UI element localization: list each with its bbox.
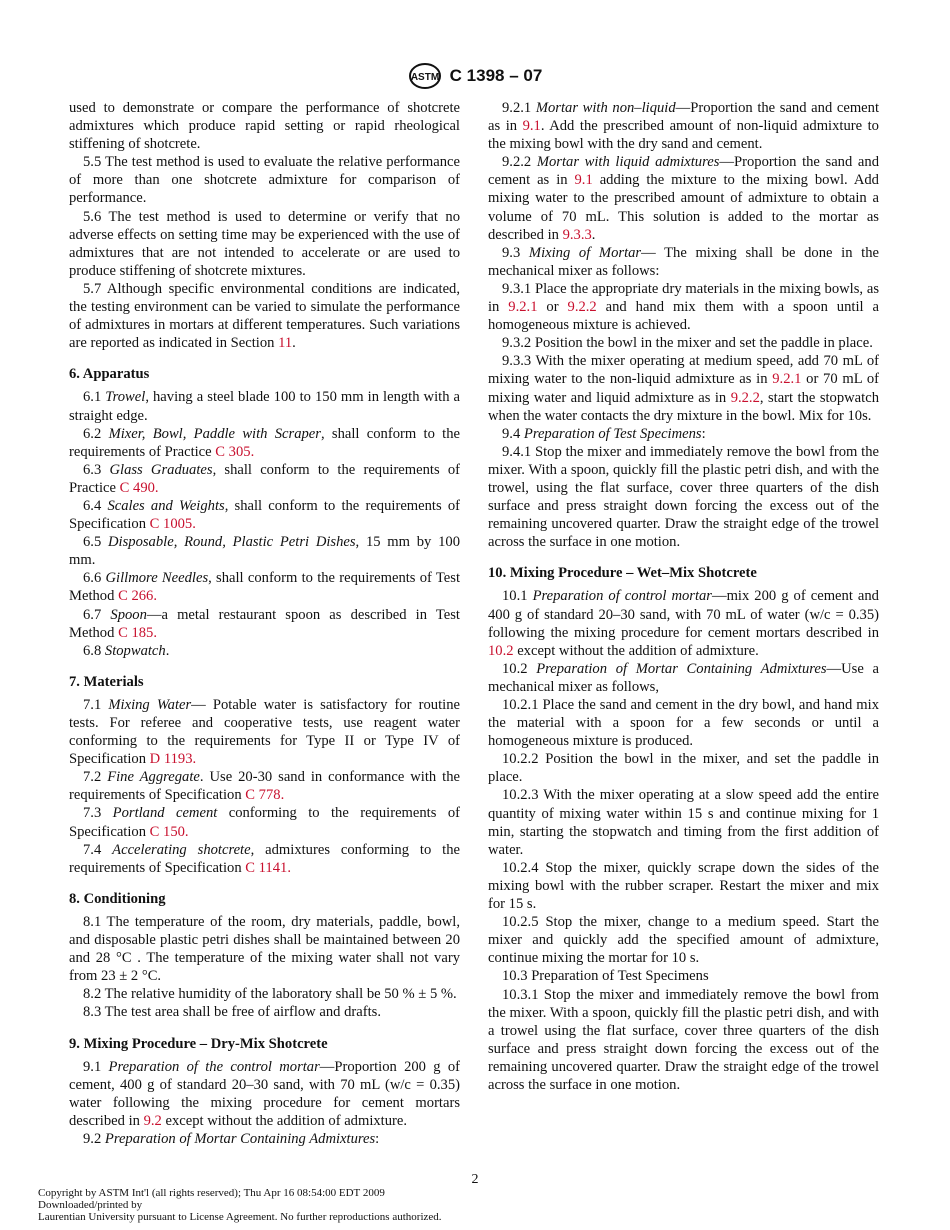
- heading-wet-mix: 10. Mixing Procedure – Wet–Mix Shotcrete: [488, 565, 757, 582]
- section-9-1-link[interactable]: 9.1: [522, 118, 541, 135]
- paragraph-5-5: 5.5 The test method is used to evaluate the relative performance of more than one shotcrete admixture for comparison of performance.: [69, 154, 460, 207]
- c266-link[interactable]: C 266.: [118, 588, 157, 605]
- section-9-1-link[interactable]: 9.1: [574, 172, 593, 189]
- paragraph-9-4-1: 9.4.1 Stop the mixer and immediately remove the bowl from the mixer. With a spoon, quickly fill the plastic petri dish, and with the trowel, using the flat surface, cover three quarters of the dish surface and press straight down forcing the excess out of the remaining uncovered quarter. Draw the straight edge of the trowel across the surface in one motion.: [488, 443, 879, 551]
- paragraph-8-1: 8.1 The temperature of the room, dry materials, paddle, bowl, and disposable plastic petri dishes shall be maintained between 20 and 28 °C . The temperature of the mixing water shall not vary from 23 ± 2 °C.: [69, 913, 460, 985]
- c185-link[interactable]: C 185.: [118, 624, 157, 641]
- footer-line-license: Laurentian University pursuant to License Agreement. No further reproductions authorized.: [38, 1211, 442, 1223]
- left-column: [69, 99, 460, 1148]
- paragraph-9-1: 9.1 Preparation of the control mortar—Proportion 200 g of cement, 400 g of standard 20–30 sand, with 70 mL (w/c = 0.35) water following the mixing procedure for cement mortars described in 9.2 except without the addition of admixture.: [69, 1058, 460, 1129]
- section-9-2-1-link[interactable]: 9.2.1: [508, 299, 538, 316]
- paragraph-7-3: 7.3 Portland cement conforming to the requirements of Specification C 150.: [69, 805, 460, 840]
- paragraph-6-2: 6.2 Mixer, Bowl, Paddle with Scraper, shall conform to the requirements of Practice C 305.: [69, 425, 460, 460]
- heading-apparatus: 6. Apparatus: [69, 366, 150, 383]
- c490-link[interactable]: C 490.: [119, 479, 159, 496]
- paragraph-10-2-4: 10.2.4 Stop the mixer, quickly scrape down the sides of the mixing bowl with the rubber scraper. Restart the mixer and mix for 15 s.: [488, 859, 879, 913]
- paragraph-6-3: 6.3 Glass Graduates, shall conform to the requirements of Practice C 490.: [69, 461, 461, 496]
- paragraph-6-4: 6.4 Scales and Weights, shall conform to the requirements of Specification C 1005.: [69, 497, 460, 533]
- paragraph-6-7: 6.7 Spoon—a metal restaurant spoon as described in Test Method C 185.: [69, 606, 460, 641]
- paragraph-10-3-1: 10.3.1 Stop the mixer and immediately remove the bowl from the mixer. With a spoon, quickly fill the plastic petri dish, and with a trowel using the flat surface, cover three quarters of the dish surface and press straight down forcing the excess out of the remaining uncovered quarter. Draw the straight edge of the trowel across the surface in one motion.: [488, 986, 879, 1093]
- paragraph-9-3-2: 9.3.2 Position the bowl in the mixer and set the paddle in place.: [502, 335, 873, 352]
- paragraph-9-3-3: 9.3.3 With the mixer operating at medium speed, add 70 mL of mixing water to the non-liquid admixture as in 9.2.1 or 70 mL of mixing water and liquid admixture as in 9.2.2, start the stopwatch when the water contacts the dry mixture in the bowl. Mix for 10s.: [488, 353, 879, 424]
- paragraph-6-5: 6.5 Disposable, Round, Plastic Petri Dishes, 15 mm by 100 mm.: [69, 534, 460, 569]
- paragraph-8-2: 8.2 The relative humidity of the laboratory shall be 50 % ± 5 %.: [83, 986, 457, 1003]
- section-10-2-link[interactable]: 10.2: [488, 642, 514, 659]
- paragraph-9-2: 9.2 Preparation of Mortar Containing Admixtures:: [83, 1130, 380, 1147]
- paragraph-9-2-2: 9.2.2 Mortar with liquid admixtures—Proportion the sand and cement as in 9.1 adding the mixture to the mixing bowl. Add mixing water to the prescribed amount of admixture to obtain a volume of 70 mL. This solution is added to the mortar as described in 9.3.3.: [488, 154, 879, 243]
- heading-conditioning: 8. Conditioning: [69, 890, 166, 907]
- c1005-link[interactable]: C 1005.: [149, 516, 196, 533]
- paragraph-5-4-cont: used to demonstrate or compare the performance of shotcrete admixtures which produce rapid setting or rapid rheological stiffening of shotcrete.: [69, 100, 460, 153]
- page-header: [0, 62, 950, 90]
- paragraph-10-2-2: 10.2.2 Position the bowl in the mixer, and set the paddle in place.: [488, 751, 879, 786]
- paragraph-6-8: 6.8 Stopwatch.: [83, 642, 170, 659]
- paragraph-6-6: 6.6 Gillmore Needles, shall conform to the requirements of Test Method C 266.: [69, 570, 460, 605]
- section-9-3-3-link[interactable]: 9.3.3: [562, 226, 592, 243]
- paragraph-9-2-1: 9.2.1 Mortar with non–liquid—Proportion the sand and cement as in 9.1. Add the prescribed amount of non-liquid admixture to the mixing bowl with the dry sand and cement.: [488, 100, 880, 153]
- page-number: 2: [471, 1172, 479, 1187]
- c150-link[interactable]: C 150.: [149, 823, 189, 840]
- paragraph-6-1: 6.1 Trowel, having a steel blade 100 to 150 mm in length with a straight edge.: [69, 389, 461, 424]
- paragraph-9-3: 9.3 Mixing of Mortar— The mixing shall be done in the mechanical mixer as follows:: [488, 244, 880, 279]
- paragraph-9-3-1: 9.3.1 Place the appropriate dry materials in the mixing bowls, as in 9.2.1 or 9.2.2 and hand mix them with a spoon until a homogeneous mixture is achieved.: [488, 280, 879, 334]
- paragraph-10-2: 10.2 Preparation of Mortar Containing Admixtures—Use a mechanical mixer as follows,: [488, 660, 879, 695]
- paragraph-5-6: 5.6 The test method is used to determine or verify that no adverse effects on setting time may be experienced with the use of admixtures that are not intended to accelerate or are used to produce stiffening of shotcrete mixtures.: [69, 208, 460, 279]
- paragraph-9-4: 9.4 Preparation of Test Specimens:: [502, 425, 706, 442]
- document-number: C 1398 – 07: [449, 66, 543, 85]
- c305-link[interactable]: C 305.: [215, 443, 255, 460]
- svg-text:ASTM: ASTM: [410, 72, 439, 83]
- paragraph-10-2-1: 10.2.1 Place the sand and cement in the dry bowl, and hand mix the material with a spoon for a few seconds or until a homogeneous mixture is produced.: [488, 697, 879, 750]
- paragraph-10-2-3: 10.2.3 With the mixer operating at a slow speed add the entire quantity of mixing water within 15 s and continue mixing for 1 min, starting the stopwatch and timing from the first addition of water.: [488, 787, 879, 858]
- astm-logo-icon: [408, 62, 442, 90]
- paragraph-7-4: 7.4 Accelerating shotcrete, admixtures conforming to the requirements of Specification C 1141.: [69, 841, 460, 876]
- paragraph-10-3: 10.3 Preparation of Test Specimens: [502, 968, 709, 985]
- d1193-link[interactable]: D 1193.: [149, 751, 197, 768]
- section-9-2-2-link[interactable]: 9.2.2: [567, 299, 597, 316]
- paragraph-7-1: 7.1 Mixing Water— Potable water is satisfactory for routine tests. For referee and cooperative tests, use reagent water conforming to the requirements for Type II or Type IV of Specification D 1193.: [69, 696, 460, 768]
- paragraph-8-3: 8.3 The test area shall be free of airflow and drafts.: [83, 1004, 381, 1021]
- section-11-link[interactable]: 11: [278, 335, 293, 352]
- paragraph-7-2: 7.2 Fine Aggregate. Use 20-30 sand in conformance with the requirements of Specification C 778.: [69, 769, 460, 804]
- section-9-2-2-link[interactable]: 9.2.2: [730, 389, 760, 406]
- c1141-link[interactable]: C 1141.: [245, 859, 291, 876]
- footer-line-copyright: Copyright by ASTM Int'l (all rights reserved); Thu Apr 16 08:54:00 EDT 2009: [38, 1187, 385, 1199]
- heading-dry-mix: 9. Mixing Procedure – Dry-Mix Shotcrete: [69, 1035, 328, 1052]
- footer-line-downloaded: Downloaded/printed by: [38, 1199, 143, 1211]
- right-column: [488, 99, 879, 1094]
- paragraph-10-2-5: 10.2.5 Stop the mixer, change to a medium speed. Start the mixer and quickly add the specified amount of admixture, continue mixing the mortar for 10 s.: [488, 914, 879, 967]
- c778-link[interactable]: C 778.: [245, 787, 285, 804]
- heading-materials: 7. Materials: [69, 673, 144, 690]
- section-9-2-1-link[interactable]: 9.2.1: [772, 371, 802, 388]
- section-9-2-link[interactable]: 9.2: [143, 1112, 162, 1129]
- paragraph-5-7: 5.7 Although specific environmental conditions are indicated, the testing environment can be varied to simulate the performance of admixtures in mortars at different temperatures. Such variations are reported as indicated in Section 11.: [69, 280, 460, 352]
- copyright-footer: [38, 1187, 442, 1223]
- paragraph-10-1: 10.1 Preparation of control mortar—mix 200 g of cement and 400 g of standard 20–30 sand, with 70 mL of water (w/c = 0.35) following the mixing procedure for cement mortars described in 10.2 except without the addition of admixture.: [488, 588, 879, 659]
